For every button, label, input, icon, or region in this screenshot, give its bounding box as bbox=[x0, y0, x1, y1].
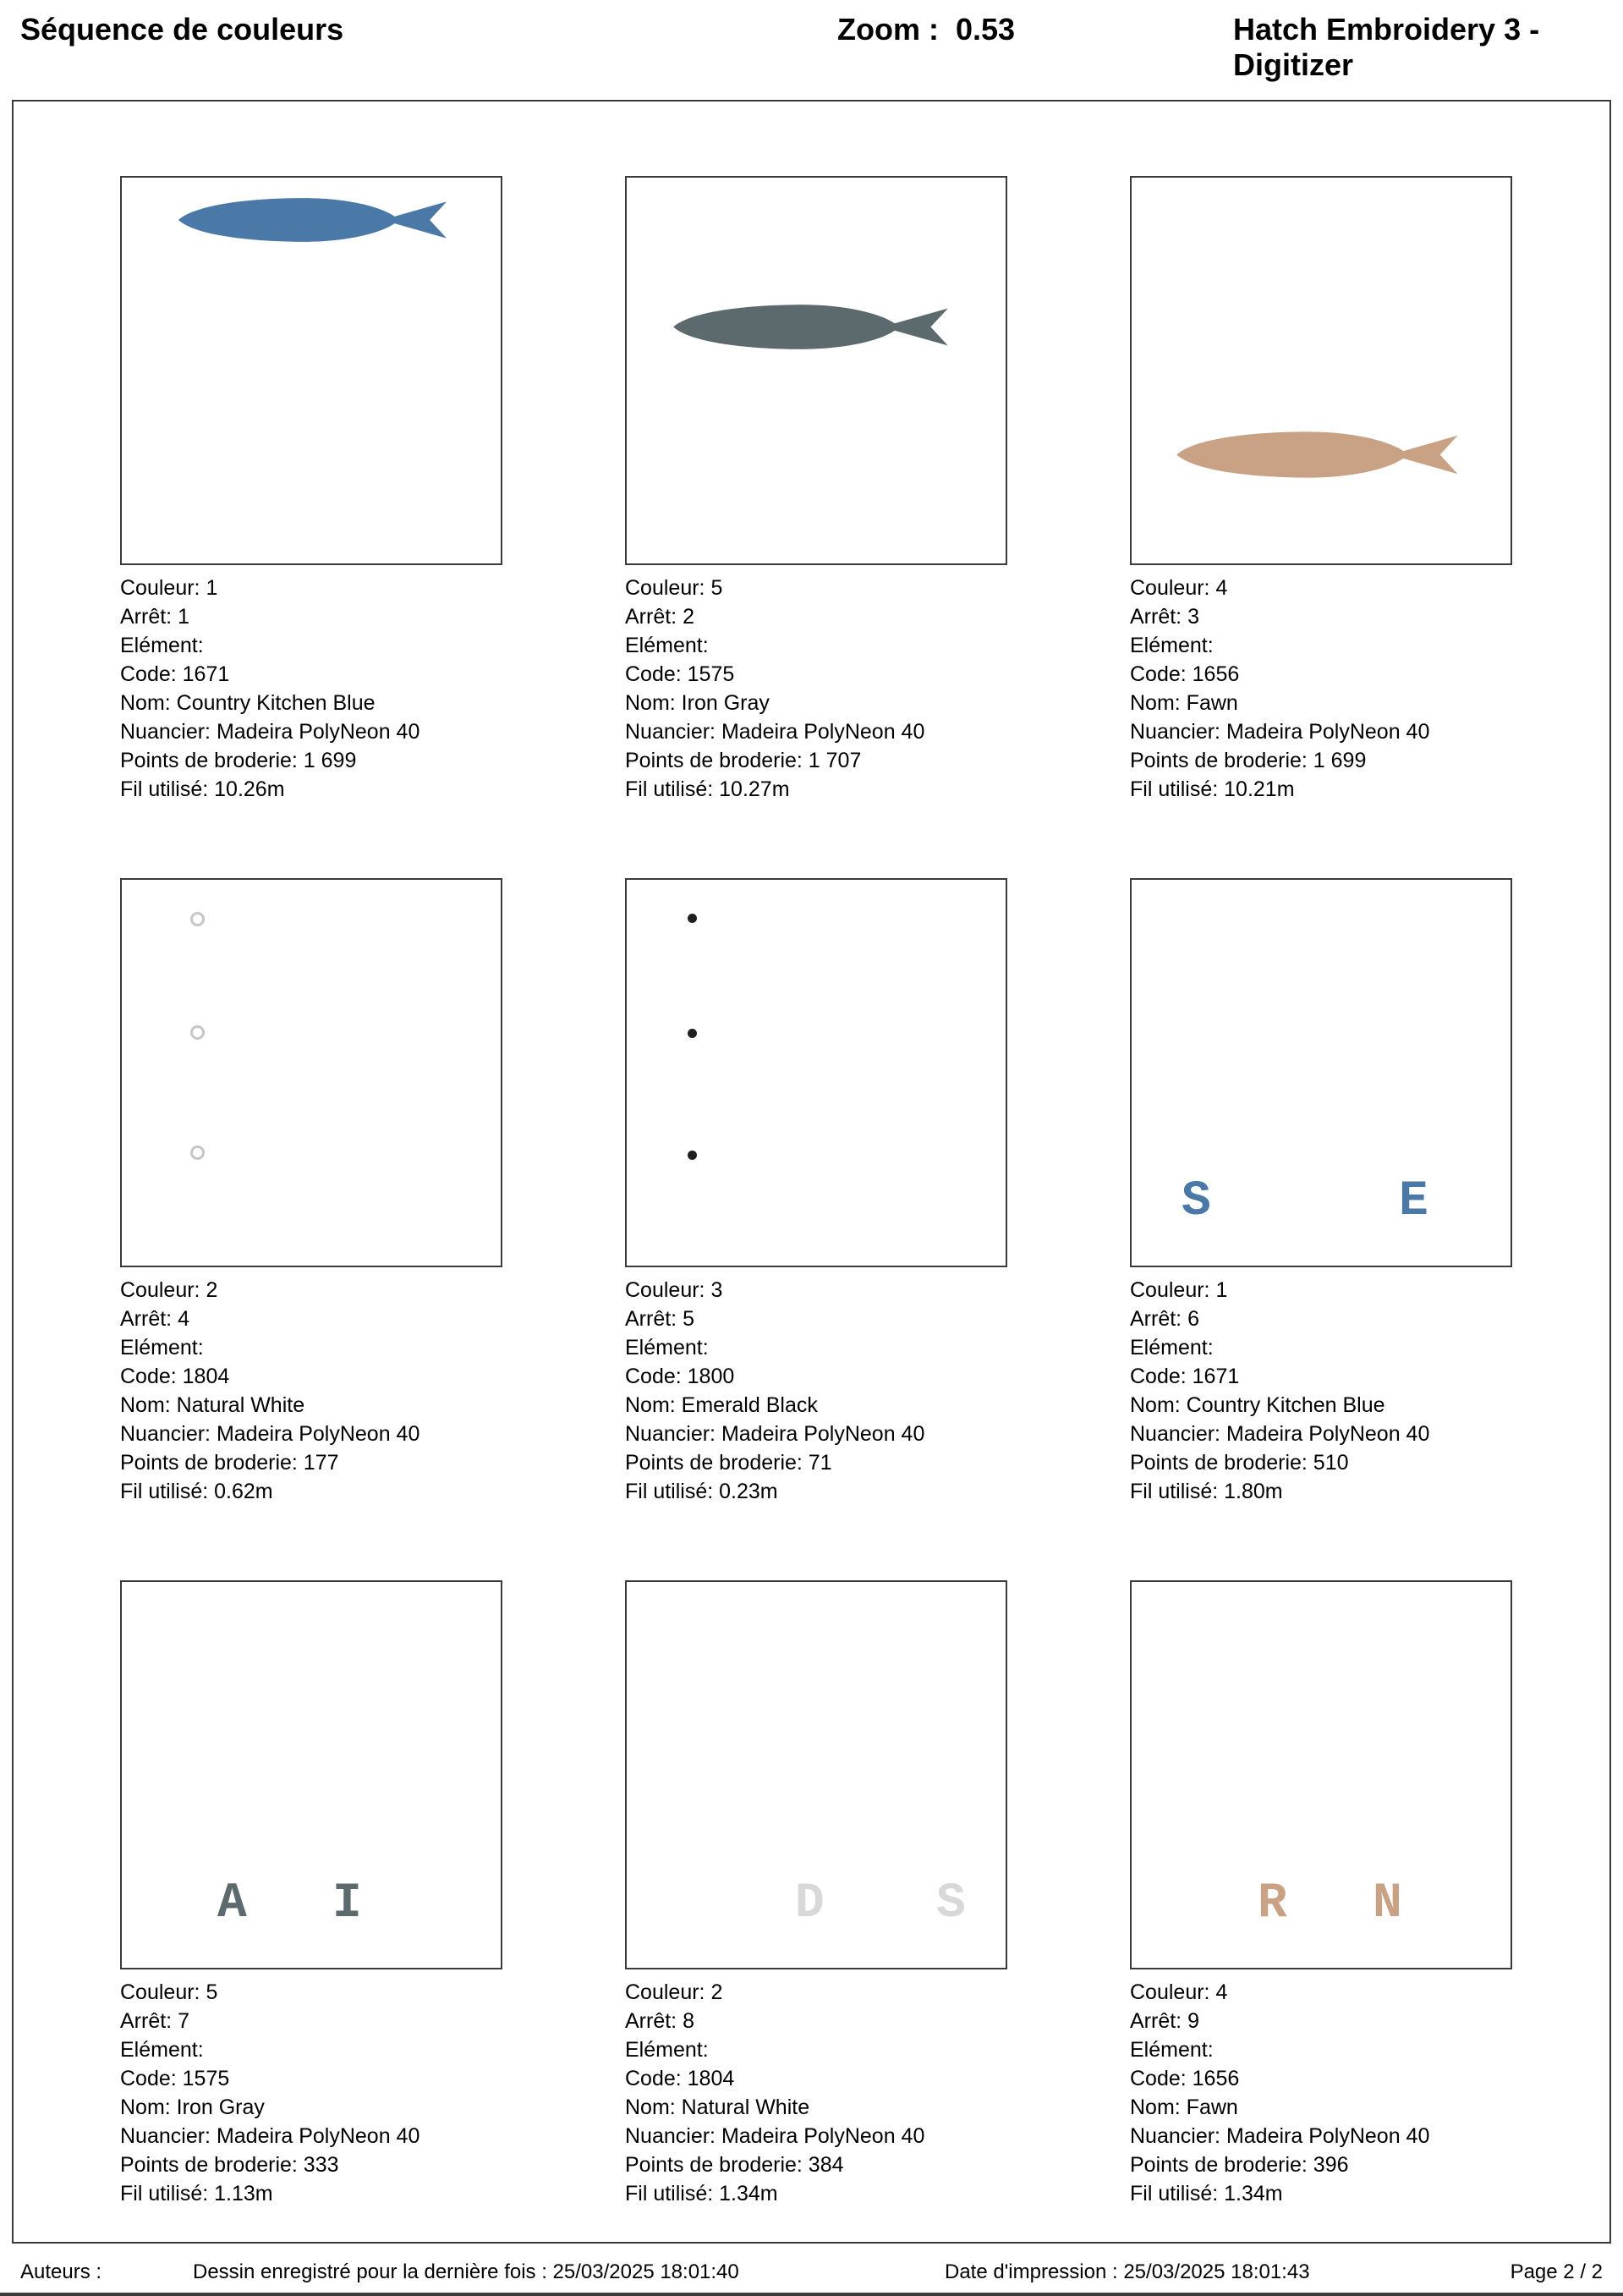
stitch-preview bbox=[1130, 1580, 1512, 1969]
info-line: Fil utilisé: 10.21m bbox=[1130, 777, 1295, 801]
info-line: Arrêt: 1 bbox=[120, 605, 189, 629]
page-bottom-border bbox=[0, 2293, 1623, 2296]
info-line: Elément: bbox=[120, 634, 204, 657]
info-line: Elément: bbox=[625, 634, 709, 657]
info-line: Couleur: 1 bbox=[1130, 1278, 1228, 1302]
embroidered-letter: N bbox=[1373, 1876, 1402, 1931]
info-line: Nuancier: Madeira PolyNeon 40 bbox=[1130, 1422, 1430, 1446]
stitch-preview bbox=[120, 1580, 502, 1969]
info-line: Elément: bbox=[120, 1336, 204, 1359]
info-line: Nom: Country Kitchen Blue bbox=[120, 691, 376, 715]
stitch-preview bbox=[1130, 878, 1512, 1267]
info-line: Code: 1575 bbox=[120, 2067, 230, 2090]
color-step-cell bbox=[120, 878, 502, 1506]
fish-icon bbox=[174, 195, 455, 245]
info-line: Points de broderie: 510 bbox=[1130, 1451, 1349, 1475]
info-line: Fil utilisé: 0.23m bbox=[625, 1480, 778, 1503]
info-line: Elément: bbox=[625, 2038, 709, 2062]
info-line: Points de broderie: 333 bbox=[120, 2153, 339, 2177]
info-line: Couleur: 4 bbox=[1130, 576, 1228, 600]
info-line: Nom: Emerald Black bbox=[625, 1393, 818, 1417]
info-line: Code: 1804 bbox=[625, 2067, 735, 2090]
stitch-preview bbox=[625, 176, 1007, 565]
info-line: Fil utilisé: 10.26m bbox=[120, 777, 285, 801]
info-line: Points de broderie: 1 699 bbox=[120, 749, 357, 772]
color-sequence-area bbox=[12, 100, 1611, 2244]
color-step-info bbox=[625, 1978, 1007, 2208]
footer-page-number: Page 2 / 2 bbox=[1510, 2260, 1603, 2283]
info-line: Fil utilisé: 10.27m bbox=[625, 777, 790, 801]
info-line: Arrêt: 6 bbox=[1130, 1307, 1199, 1331]
stitch-preview bbox=[1130, 176, 1512, 565]
fish-shape bbox=[178, 198, 447, 242]
info-line: Code: 1656 bbox=[1130, 662, 1240, 686]
info-line: Fil utilisé: 1.13m bbox=[120, 2182, 273, 2205]
info-line: Code: 1656 bbox=[1130, 2067, 1240, 2090]
info-line: Elément: bbox=[1130, 2038, 1214, 2062]
info-line: Fil utilisé: 0.62m bbox=[120, 1480, 273, 1503]
fish-icon bbox=[1172, 428, 1467, 481]
info-line: Code: 1804 bbox=[120, 1365, 230, 1388]
color-step-info bbox=[625, 1276, 1007, 1506]
ring-stitch-icon bbox=[190, 912, 205, 926]
fish-shape bbox=[1176, 431, 1457, 477]
info-line: Arrêt: 8 bbox=[625, 2009, 694, 2033]
page-title: Séquence de couleurs bbox=[20, 12, 344, 47]
ring-stitch-icon bbox=[190, 1145, 205, 1160]
stitch-preview bbox=[120, 176, 502, 565]
info-line: Nom: Iron Gray bbox=[625, 691, 770, 715]
info-line: Points de broderie: 396 bbox=[1130, 2153, 1349, 2177]
info-line: Nuancier: Madeira PolyNeon 40 bbox=[120, 720, 420, 744]
info-line: Code: 1671 bbox=[1130, 1365, 1240, 1388]
info-line: Nuancier: Madeira PolyNeon 40 bbox=[625, 1422, 925, 1446]
info-line: Points de broderie: 177 bbox=[120, 1451, 339, 1475]
embroidered-letter: I bbox=[332, 1876, 362, 1931]
footer-print-date: Date d'impression : 25/03/2025 18:01:43 bbox=[945, 2260, 1310, 2283]
dot-stitch-icon bbox=[688, 1151, 697, 1160]
info-line: Nom: Fawn bbox=[1130, 2096, 1238, 2119]
page-header bbox=[20, 12, 1603, 96]
embroidered-letter: E bbox=[1399, 1174, 1428, 1229]
color-step-cell bbox=[625, 878, 1007, 1506]
info-line: Nom: Natural White bbox=[120, 1393, 305, 1417]
color-step-info bbox=[625, 574, 1007, 804]
color-step-cell bbox=[120, 176, 502, 804]
color-step-cell bbox=[1130, 878, 1512, 1506]
info-line: Nuancier: Madeira PolyNeon 40 bbox=[1130, 720, 1430, 744]
stitch-preview bbox=[625, 1580, 1007, 1969]
info-line: Code: 1800 bbox=[625, 1365, 735, 1388]
color-step-info bbox=[1130, 1978, 1512, 2208]
color-step-info bbox=[1130, 574, 1512, 804]
info-line: Couleur: 2 bbox=[120, 1278, 218, 1302]
info-line: Nuancier: Madeira PolyNeon 40 bbox=[120, 1422, 420, 1446]
info-line: Nuancier: Madeira PolyNeon 40 bbox=[1130, 2124, 1430, 2148]
info-line: Couleur: 1 bbox=[120, 576, 218, 600]
info-line: Arrêt: 9 bbox=[1130, 2009, 1199, 2033]
info-line: Elément: bbox=[120, 2038, 204, 2062]
embroidered-letter: D bbox=[795, 1876, 825, 1931]
page-footer bbox=[0, 2260, 1623, 2288]
dot-stitch-icon bbox=[688, 1029, 697, 1038]
footer-authors: Auteurs : bbox=[20, 2260, 102, 2283]
color-step-cell bbox=[625, 176, 1007, 804]
info-line: Nom: Iron Gray bbox=[120, 2096, 265, 2119]
info-line: Couleur: 3 bbox=[625, 1278, 723, 1302]
footer-last-saved: Dessin enregistré pour la dernière fois : 25/03/2025 18:01:40 bbox=[193, 2260, 739, 2283]
info-line: Elément: bbox=[1130, 1336, 1214, 1359]
embroidered-letter: S bbox=[1182, 1174, 1211, 1229]
info-line: Arrêt: 5 bbox=[625, 1307, 694, 1331]
info-line: Nom: Natural White bbox=[625, 2096, 810, 2119]
info-line: Elément: bbox=[625, 1336, 709, 1359]
info-line: Couleur: 2 bbox=[625, 1980, 723, 2004]
info-line: Arrêt: 2 bbox=[625, 605, 694, 629]
info-line: Arrêt: 3 bbox=[1130, 605, 1199, 629]
stitch-preview bbox=[120, 878, 502, 1267]
info-line: Couleur: 5 bbox=[120, 1980, 218, 2004]
app-title: Hatch Embroidery 3 - Digitizer bbox=[1233, 12, 1540, 83]
zoom-level: Zoom : 0.53 bbox=[837, 12, 1016, 47]
info-line: Fil utilisé: 1.34m bbox=[625, 2182, 778, 2205]
info-line: Code: 1671 bbox=[120, 662, 230, 686]
info-line: Code: 1575 bbox=[625, 662, 735, 686]
info-line: Nuancier: Madeira PolyNeon 40 bbox=[625, 2124, 925, 2148]
color-step-cell bbox=[120, 1580, 502, 2208]
stitch-preview bbox=[625, 878, 1007, 1267]
info-line: Nuancier: Madeira PolyNeon 40 bbox=[625, 720, 925, 744]
color-step-cell bbox=[1130, 176, 1512, 804]
info-line: Arrêt: 4 bbox=[120, 1307, 189, 1331]
info-line: Nom: Country Kitchen Blue bbox=[1130, 1393, 1385, 1417]
info-line: Points de broderie: 1 707 bbox=[625, 749, 862, 772]
info-line: Points de broderie: 71 bbox=[625, 1451, 832, 1475]
color-sequence-grid bbox=[14, 102, 1609, 2208]
color-step-cell bbox=[1130, 1580, 1512, 2208]
embroidered-letter: R bbox=[1258, 1876, 1287, 1931]
embroidered-letter: S bbox=[936, 1876, 966, 1931]
color-step-info bbox=[120, 1978, 502, 2208]
fish-shape bbox=[673, 305, 948, 349]
info-line: Points de broderie: 1 699 bbox=[1130, 749, 1367, 772]
color-step-info bbox=[1130, 1276, 1512, 1506]
info-line: Nuancier: Madeira PolyNeon 40 bbox=[120, 2124, 420, 2148]
info-line: Fil utilisé: 1.80m bbox=[1130, 1480, 1283, 1503]
color-step-info bbox=[120, 1276, 502, 1506]
info-line: Arrêt: 7 bbox=[120, 2009, 189, 2033]
info-line: Couleur: 4 bbox=[1130, 1980, 1228, 2004]
ring-stitch-icon bbox=[190, 1025, 205, 1040]
info-line: Fil utilisé: 1.34m bbox=[1130, 2182, 1283, 2205]
color-step-cell bbox=[625, 1580, 1007, 2208]
color-step-info bbox=[120, 574, 502, 804]
fish-icon bbox=[669, 301, 957, 353]
info-line: Nom: Fawn bbox=[1130, 691, 1238, 715]
info-line: Elément: bbox=[1130, 634, 1214, 657]
dot-stitch-icon bbox=[688, 914, 697, 923]
info-line: Points de broderie: 384 bbox=[625, 2153, 844, 2177]
embroidered-letter: A bbox=[217, 1876, 247, 1931]
info-line: Couleur: 5 bbox=[625, 576, 723, 600]
